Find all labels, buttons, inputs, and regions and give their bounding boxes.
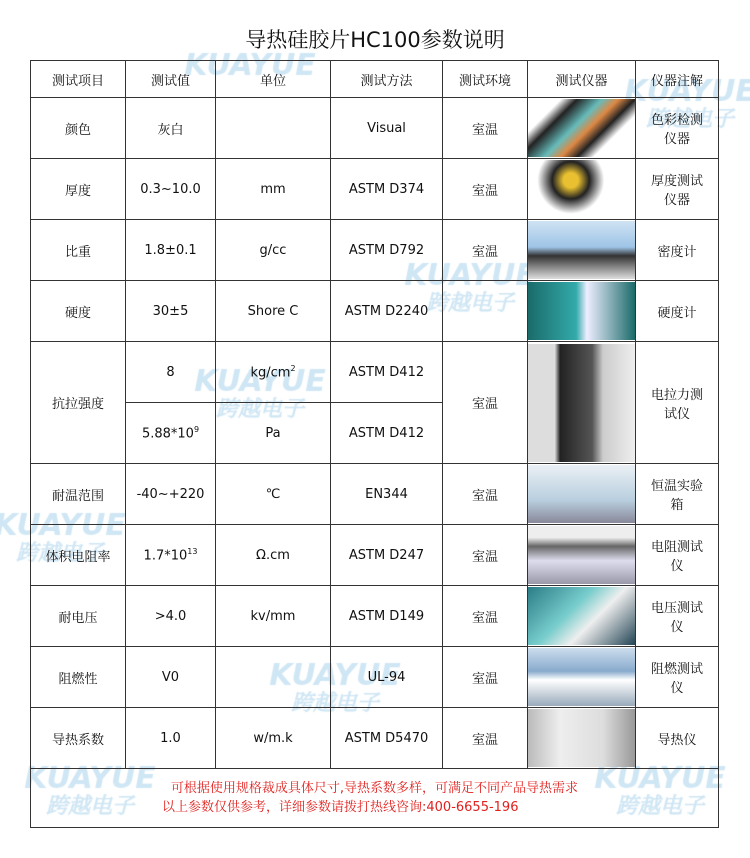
footer-line: 以上参数仅供参考，详细参数请拨打热线咨询:400-6655-196: [162, 800, 519, 815]
item-cell: [31, 647, 126, 708]
test-method: ASTM D792: [348, 242, 425, 258]
test-method: UL-94: [367, 669, 406, 685]
instrument-note: 密度计: [657, 244, 697, 260]
unit-cell: [216, 281, 331, 342]
test-environment: 室温: [471, 549, 498, 565]
test-method: EN344: [365, 486, 408, 502]
env-cell: [443, 159, 528, 220]
method-cell: [331, 220, 443, 281]
test-method: ASTM D412: [348, 425, 425, 441]
header-cell: [31, 61, 126, 98]
test-value: 灰白: [157, 122, 184, 138]
test-value: 1.8±0.1: [144, 242, 197, 258]
instrument-note: 导热仪: [657, 732, 697, 748]
flame-tester-photo: [528, 648, 635, 706]
value-cell: [126, 647, 216, 708]
value-cell: [126, 281, 216, 342]
footer-line: 可根据使用规格裁成具体尺寸,导热系数多样，可满足不同产品导热需求: [170, 781, 579, 796]
test-item: 比重: [64, 244, 91, 260]
method-cell: [331, 464, 443, 525]
table-row: [31, 342, 719, 403]
header-row: [31, 61, 719, 98]
test-environment: 室温: [471, 610, 498, 626]
column-header: 单位: [259, 73, 286, 89]
item-cell: [31, 220, 126, 281]
color-meter-photo: [528, 99, 635, 157]
header-cell: [331, 61, 443, 98]
test-method: ASTM D374: [348, 181, 425, 197]
test-value: -40~+220: [136, 486, 205, 502]
instrument-cell: [528, 525, 636, 586]
test-item: 厚度: [64, 183, 91, 199]
test-method: ASTM D247: [348, 547, 425, 563]
header-cell: [528, 61, 636, 98]
value-cell: [126, 464, 216, 525]
instrument-cell: [528, 342, 636, 464]
column-header: 测试环境: [458, 73, 511, 89]
instrument-cell: [528, 220, 636, 281]
spec-table: [30, 60, 719, 828]
table-row: [31, 525, 719, 586]
unit-cell: [216, 708, 331, 769]
instrument-note: 色彩检测仪器: [650, 113, 703, 147]
table-row: [31, 159, 719, 220]
method-cell: [331, 342, 443, 403]
value-cell: [126, 159, 216, 220]
item-cell: [31, 98, 126, 159]
table-row: [31, 220, 719, 281]
instrument-note: 电阻测试仪: [650, 540, 703, 574]
instrument-cell: [528, 464, 636, 525]
table-row: [31, 98, 719, 159]
durometer-photo: [528, 282, 635, 340]
test-method: ASTM D2240: [344, 303, 429, 319]
unit: Ω.cm: [256, 547, 290, 563]
unit-cell: [216, 525, 331, 586]
test-item: 耐温范围: [51, 488, 104, 504]
method-cell: [331, 281, 443, 342]
env-cell: [443, 464, 528, 525]
unit-cell: [216, 586, 331, 647]
header-cell: [443, 61, 528, 98]
test-value: 1.7*10: [143, 548, 188, 564]
method-cell: [331, 98, 443, 159]
unit-cell: [216, 647, 331, 708]
test-item: 颜色: [64, 122, 91, 138]
resistance-tester-photo: [528, 526, 635, 584]
unit-cell: [216, 403, 331, 464]
test-value: >4.0: [154, 608, 187, 624]
test-environment: 室温: [471, 732, 498, 748]
voltage-tester-photo: [528, 587, 635, 645]
unit-cell: [216, 98, 331, 159]
test-method: ASTM D412: [348, 364, 425, 380]
test-item: 硬度: [64, 305, 91, 321]
value-cell: [126, 403, 216, 464]
note-cell: [636, 98, 719, 159]
test-environment: 室温: [471, 183, 498, 199]
method-cell: [331, 708, 443, 769]
test-value: 30±5: [152, 303, 189, 319]
instrument-cell: [528, 159, 636, 220]
instrument-cell: [528, 647, 636, 708]
climate-chamber-photo: [528, 465, 635, 523]
unit: g/cc: [259, 242, 287, 258]
test-value: 8: [166, 364, 175, 380]
env-cell: [443, 220, 528, 281]
unit: mm: [260, 181, 286, 197]
instrument-note: 电拉力测试仪: [650, 387, 703, 422]
test-value: V0: [161, 669, 180, 685]
table-row: [31, 464, 719, 525]
unit-cell: [216, 342, 331, 403]
thickness-gauge-photo: [528, 160, 635, 218]
method-cell: [331, 159, 443, 220]
value-cell: [126, 525, 216, 586]
env-cell: [443, 708, 528, 769]
unit-cell: [216, 220, 331, 281]
unit-cell: [216, 464, 331, 525]
column-header: 仪器注解: [650, 73, 703, 89]
env-cell: [443, 525, 528, 586]
test-item: 耐电压: [58, 610, 98, 626]
table-row: [31, 708, 719, 769]
thermal-conductivity-photo: [528, 709, 635, 767]
value-cell: [126, 342, 216, 403]
note-cell: [636, 342, 719, 464]
header-cell: [636, 61, 719, 98]
density-meter-photo: [528, 221, 635, 279]
column-header: 测试仪器: [555, 73, 608, 89]
item-cell: [31, 342, 126, 464]
header-cell: [216, 61, 331, 98]
instrument-note: 硬度计: [657, 305, 697, 321]
unit: w/m.k: [253, 730, 293, 746]
item-cell: [31, 586, 126, 647]
tensile-tester-photo: [528, 344, 635, 462]
unit: kv/mm: [250, 608, 296, 624]
footer-note: [31, 769, 719, 828]
test-environment: 室温: [471, 244, 498, 260]
item-cell: [31, 159, 126, 220]
test-method: ASTM D5470: [344, 730, 429, 746]
test-value: 5.88*10: [141, 426, 194, 442]
note-cell: [636, 281, 719, 342]
item-cell: [31, 708, 126, 769]
footer-row: [31, 769, 719, 828]
test-item: 抗拉强度: [51, 397, 104, 412]
note-cell: [636, 708, 719, 769]
exponent: 13: [187, 546, 198, 556]
env-cell: [443, 586, 528, 647]
value-cell: [126, 220, 216, 281]
page-title: 导热硅胶片HC100参数说明: [245, 28, 505, 52]
test-method: ASTM D149: [348, 608, 425, 624]
note-cell: [636, 525, 719, 586]
value-cell: [126, 98, 216, 159]
method-cell: [331, 403, 443, 464]
note-cell: [636, 647, 719, 708]
instrument-cell: [528, 281, 636, 342]
env-cell: [443, 98, 528, 159]
unit: kg/cm: [250, 365, 291, 381]
instrument-note: 电压测试仪: [650, 601, 703, 635]
env-cell: [443, 281, 528, 342]
note-cell: [636, 586, 719, 647]
value-cell: [126, 708, 216, 769]
column-header: 测试项目: [51, 73, 104, 89]
value-cell: [126, 586, 216, 647]
test-item: 阻燃性: [58, 671, 98, 687]
test-item: 体积电阻率: [45, 549, 111, 565]
method-cell: [331, 586, 443, 647]
column-header: 测试值: [150, 73, 190, 89]
test-method: Visual: [367, 120, 406, 136]
test-environment: 室温: [471, 122, 498, 138]
note-cell: [636, 220, 719, 281]
method-cell: [331, 525, 443, 586]
unit: Pa: [265, 425, 281, 441]
table-row: [31, 281, 719, 342]
method-cell: [331, 647, 443, 708]
test-environment: 室温: [471, 397, 498, 412]
test-item: 导热系数: [51, 732, 104, 748]
unit: ℃: [265, 486, 281, 502]
env-cell: [443, 342, 528, 464]
unit: Shore C: [247, 303, 299, 319]
env-cell: [443, 647, 528, 708]
exponent: 9: [193, 424, 200, 434]
instrument-note: 恒温实验箱: [650, 479, 703, 513]
instrument-note: 厚度测试仪器: [650, 174, 703, 208]
instrument-cell: [528, 708, 636, 769]
note-cell: [636, 159, 719, 220]
item-cell: [31, 525, 126, 586]
test-value: 0.3~10.0: [140, 181, 201, 197]
unit-cell: [216, 159, 331, 220]
instrument-note: 阻燃测试仪: [650, 662, 703, 696]
table-row: [31, 586, 719, 647]
item-cell: [31, 281, 126, 342]
column-header: 测试方法: [360, 73, 413, 89]
test-value: 1.0: [160, 730, 181, 746]
instrument-cell: [528, 586, 636, 647]
header-cell: [126, 61, 216, 98]
note-cell: [636, 464, 719, 525]
test-environment: 室温: [471, 488, 498, 504]
exponent: 2: [290, 363, 296, 373]
test-environment: 室温: [471, 671, 498, 687]
instrument-cell: [528, 98, 636, 159]
table-row: [31, 647, 719, 708]
item-cell: [31, 464, 126, 525]
